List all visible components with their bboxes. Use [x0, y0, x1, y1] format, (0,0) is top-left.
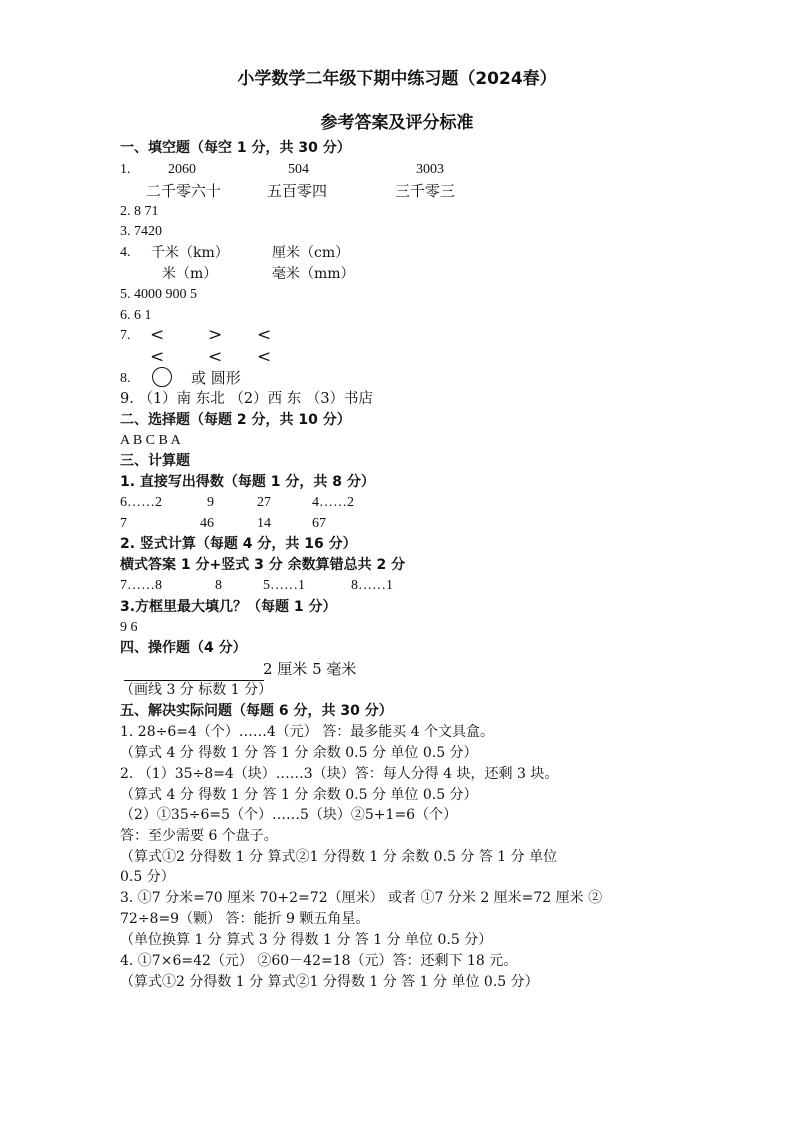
q7-sign-3: <	[257, 325, 272, 345]
solution-line: （2）①35÷6=5（个）……5（块）②5+1=6（个）	[120, 807, 458, 823]
choice-answers: A B C B A	[120, 433, 181, 448]
calc-part2-cell: 5……1	[263, 578, 305, 593]
q4-answer-d: 毫米（mm）	[272, 266, 355, 282]
circle-shape-icon	[152, 367, 172, 387]
q7-sign-1: <	[150, 325, 165, 345]
q7-number: 7.	[120, 328, 131, 343]
q7-sign-5: <	[208, 347, 223, 367]
calc-part2-note: 横式答案 1 分+竖式 3 分 余数算错总共 2 分	[120, 557, 406, 573]
calc-part1-cell: 27	[257, 495, 271, 510]
solution-line: 1. 28÷6=4（个）……4（元） 答：最多能买 4 个文具盒。	[120, 724, 495, 740]
calc-part3-answers: 9 6	[120, 620, 138, 635]
calc-part1-cell: 7	[120, 516, 127, 531]
q1-answer-c: 3003	[416, 162, 444, 177]
q1-words-a: 二千零六十	[146, 182, 222, 200]
q1-words-c: 三千零三	[395, 182, 456, 200]
calc-part2-heading: 2. 竖式计算（每题 4 分，共 16 分）	[120, 536, 357, 552]
calc-part1-cell: 6……2	[120, 495, 162, 510]
solution-line: 4. ①7×6=42（元） ②60－42=18（元）答：还剩下 18 元。	[120, 953, 518, 969]
calc-part2-cell: 8	[215, 578, 222, 593]
calc-part1-cell: 67	[312, 516, 326, 531]
section-3-heading: 三、计算题	[120, 453, 190, 469]
calc-part1-cell: 9	[207, 495, 214, 510]
q2-answer: 2. 8 71	[120, 204, 159, 219]
q3-answer: 3. 7420	[120, 224, 162, 239]
solution-line: 答：至少需要 6 个盘子。	[120, 828, 278, 844]
q9-answer: 9. （1）南 东北 （2）西 东 （3）书店	[120, 391, 374, 407]
q5-answer: 5. 4000 900 5	[120, 287, 197, 302]
calc-part3-heading: 3.方框里最大填几？（每题 1 分）	[120, 599, 337, 615]
q1-words-b: 五百零四	[267, 182, 328, 200]
q8-number: 8.	[120, 371, 131, 386]
q4-answer-c: 米（m）	[162, 266, 218, 282]
section-2-heading: 二、选择题（每题 2 分，共 10 分）	[120, 412, 351, 428]
solution-line: 0.5 分）	[120, 869, 175, 885]
section-4-heading: 四、操作题（4 分）	[120, 640, 247, 656]
solution-line: （算式①2 分得数 1 分 算式②1 分得数 1 分 答 1 分 单位 0.5 分）	[120, 974, 539, 990]
solution-line: （算式 4 分 得数 1 分 答 1 分 余数 0.5 分 单位 0.5 分）	[120, 787, 478, 803]
q1-answer-b: 504	[288, 162, 309, 177]
calc-part2-cell: 7……8	[120, 578, 162, 593]
q6-answer: 6. 6 1	[120, 308, 152, 323]
solution-line: 2. （1）35÷8=4（块）……3（块）答：每人分得 4 块，还剩 3 块。	[120, 766, 559, 782]
solution-line: 3. ①7 分米=70 厘米 70+2=72（厘米） 或者 ①7 分米 2 厘米=72 厘米 ②	[120, 890, 603, 906]
calc-part1-cell: 4……2	[312, 495, 354, 510]
solution-line: （算式 4 分 得数 1 分 答 1 分 余数 0.5 分 单位 0.5 分）	[120, 745, 478, 761]
q4-number: 4.	[120, 245, 131, 260]
q7-sign-6: <	[257, 347, 272, 367]
page-subtitle: 参考答案及评分标准	[320, 113, 474, 133]
q7-sign-2: >	[208, 325, 223, 345]
q7-sign-4: <	[150, 347, 165, 367]
calc-part1-cell: 46	[200, 516, 214, 531]
q8-answer: 或 圆形	[191, 369, 241, 387]
line-length-label: 2 厘米 5 毫米	[263, 660, 357, 678]
solution-line: 72÷8=9（颗） 答：能折 9 颗五角星。	[120, 911, 370, 927]
solution-line: （单位换算 1 分 算式 3 分 得数 1 分 答 1 分 单位 0.5 分）	[120, 932, 493, 948]
q4-answer-b: 厘米（cm）	[272, 245, 350, 261]
q4-answer-a: 千米（km）	[151, 245, 229, 261]
q1-answer-a: 2060	[168, 162, 196, 177]
calc-part1-heading: 1. 直接写出得数（每题 1 分，共 8 分）	[120, 474, 375, 490]
calc-part1-cell: 14	[257, 516, 271, 531]
section-1-heading: 一、填空题（每空 1 分，共 30 分）	[120, 140, 351, 156]
solution-line: （算式①2 分得数 1 分 算式②1 分得数 1 分 余数 0.5 分 答 1 分 单位	[120, 849, 558, 865]
operation-scoring-note: （画线 3 分 标数 1 分）	[120, 682, 273, 698]
page-title: 小学数学二年级下期中练习题（2024春）	[237, 69, 557, 89]
q1-number: 1.	[120, 162, 131, 177]
section-5-heading: 五、解决实际问题（每题 6 分，共 30 分）	[120, 703, 393, 719]
calc-part2-cell: 8……1	[351, 578, 393, 593]
